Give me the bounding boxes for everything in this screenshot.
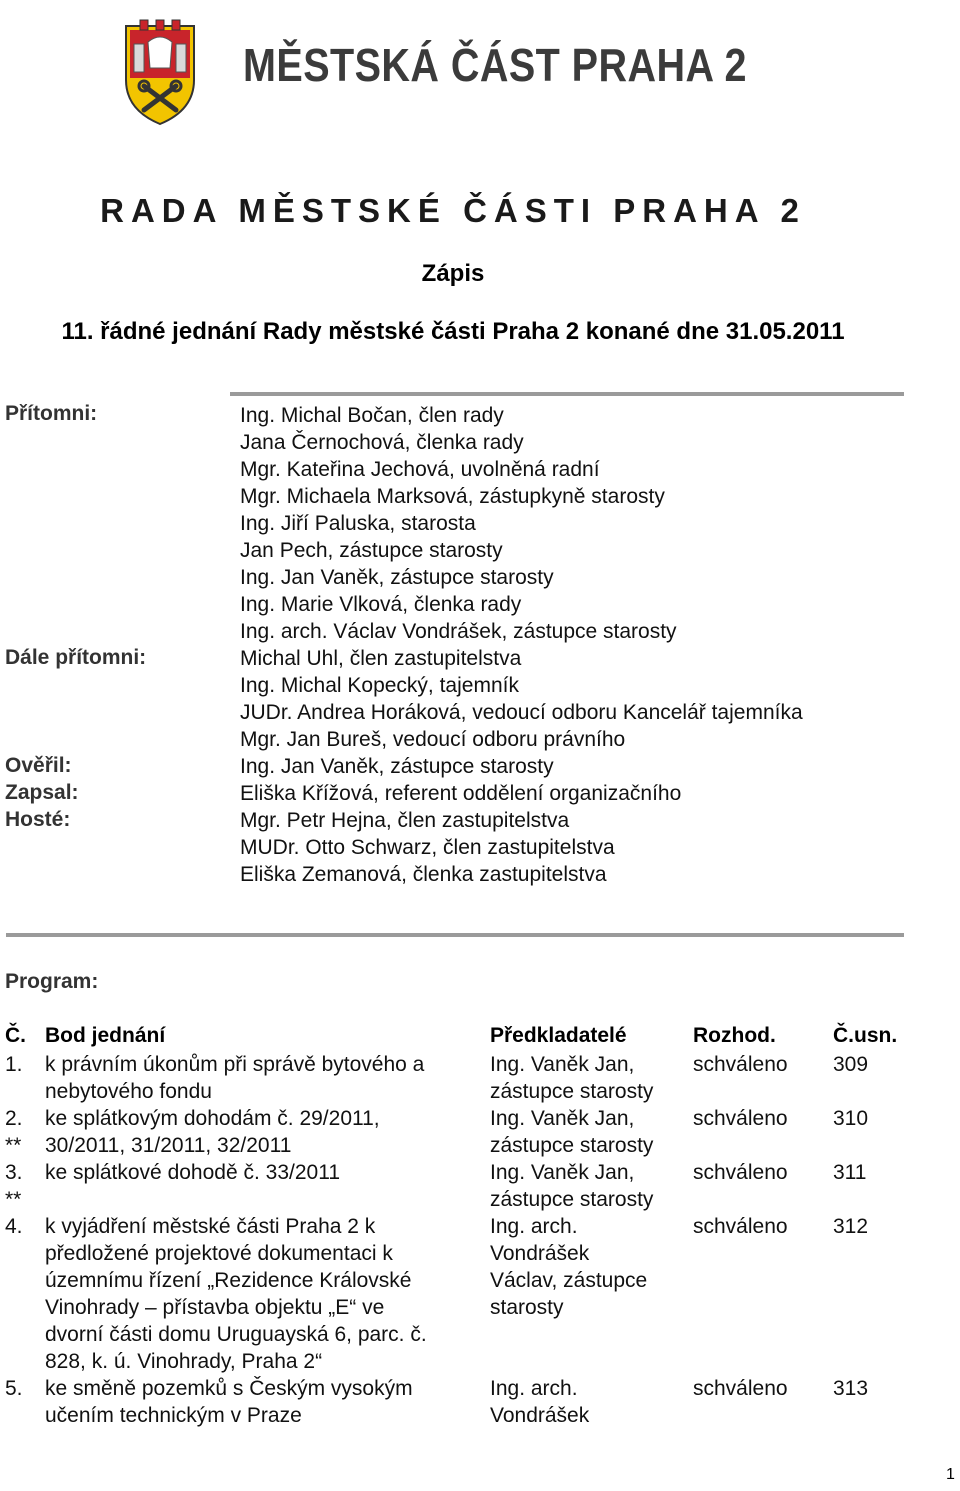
- row-decision: schváleno: [693, 1161, 788, 1184]
- attendee-item: JUDr. Andrea Horáková, vedoucí odboru Kancelář tajemníka: [240, 701, 803, 724]
- brand-wordmark: MĚSTSKÁ ČÁST PRAHA 2: [243, 39, 747, 91]
- row-item: ke směně pozemků s Českým vysokým učením technickým v Praze: [45, 1377, 413, 1427]
- attendee-item: Eliška Zemanová, členka zastupitelstva: [240, 863, 607, 886]
- attendee-item: Eliška Křížová, referent oddělení organizačního: [240, 782, 682, 805]
- col-header-number: Č.: [5, 1024, 26, 1047]
- row-item: k vyjádření městské části Praha 2 k předložené projektové dokumentaci k územnímu řízení „Rezidence Královské Vinohrady – přístavba objektu „E“ ve dvorní části domu Uruguayská 6, parc. č. 828, k. ú. Vinohrady, Praha 2“: [45, 1215, 427, 1373]
- attendee-list: [240, 402, 803, 888]
- attendee-item: Ing. Jan Vaněk, zástupce starosty: [240, 566, 554, 589]
- row-resolution: 313: [833, 1377, 869, 1400]
- label-present: Přítomni:: [5, 402, 98, 425]
- label-recorded: Zapsal:: [5, 781, 79, 804]
- divider-top: [230, 392, 904, 396]
- row-number: 1.: [5, 1053, 23, 1076]
- attendee-item: Michal Uhl, člen zastupitelstva: [240, 647, 522, 670]
- row-decision: schváleno: [693, 1215, 788, 1238]
- row-item: k právním úkonům při správě bytového a nebytového fondu: [45, 1053, 425, 1103]
- attendee-item: Jan Pech, zástupce starosty: [240, 539, 503, 562]
- attendee-item: Jana Černochová, členka rady: [240, 431, 524, 454]
- row-decision: schváleno: [693, 1053, 788, 1076]
- meeting-heading: 11. řádné jednání Rady městské části Praha 2 konané dne 31.05.2011: [61, 318, 845, 345]
- attendee-item: Mgr. Michaela Marksová, zástupkyně starosty: [240, 485, 665, 508]
- row-presenter: Ing. arch. Vondrášek: [490, 1377, 590, 1427]
- divider-program: [6, 933, 904, 937]
- col-header-decision: Rozhod.: [693, 1024, 776, 1047]
- document-title: RADA MĚSTSKÉ ČÁSTI PRAHA 2: [100, 192, 806, 229]
- row-item: ke splátkové dohodě č. 33/2011: [45, 1161, 340, 1184]
- row-item: ke splátkovým dohodám č. 29/2011, 30/2011, 31/2011, 32/2011: [45, 1107, 380, 1157]
- row-presenter: Ing. Vaněk Jan, zástupce starosty: [490, 1053, 654, 1103]
- label-also-present: Dále přítomni:: [5, 646, 147, 669]
- row-number: 2. **: [5, 1107, 23, 1157]
- attendee-item: Ing. Jiří Paluska, starosta: [240, 512, 476, 535]
- attendee-item: Ing. Michal Bočan, člen rady: [240, 404, 504, 427]
- attendee-item: Mgr. Petr Hejna, člen zastupitelstva: [240, 809, 570, 832]
- row-decision: schváleno: [693, 1377, 788, 1400]
- row-resolution: 310: [833, 1107, 869, 1130]
- row-resolution: 311: [833, 1161, 867, 1184]
- program-heading: Program:: [5, 970, 99, 993]
- row-presenter: Ing. Vaněk Jan, zástupce starosty: [490, 1161, 654, 1211]
- col-header-item: Bod jednání: [45, 1024, 166, 1047]
- label-guests: Hosté:: [5, 808, 71, 831]
- row-number: 3. **: [5, 1161, 23, 1211]
- row-resolution: 309: [833, 1053, 869, 1076]
- attendee-item: Ing. Jan Vaněk, zástupce starosty: [240, 755, 554, 778]
- attendee-item: MUDr. Otto Schwarz, člen zastupitelstva: [240, 836, 615, 859]
- attendee-item: Ing. Michal Kopecký, tajemník: [240, 674, 519, 697]
- row-presenter: Ing. Vaněk Jan, zástupce starosty: [490, 1107, 654, 1157]
- row-resolution: 312: [833, 1215, 869, 1238]
- row-decision: schváleno: [693, 1107, 788, 1130]
- attendee-item: Ing. arch. Václav Vondrášek, zástupce starosty: [240, 620, 677, 643]
- row-number: 4.: [5, 1215, 23, 1238]
- attendee-item: Mgr. Jan Bureš, vedoucí odboru právního: [240, 728, 626, 751]
- document-subtitle: Zápis: [421, 260, 485, 287]
- page-number: 1: [946, 1466, 955, 1483]
- col-header-resolution: Č.usn.: [833, 1024, 898, 1047]
- attendee-item: Ing. Marie Vlková, členka rady: [240, 593, 522, 616]
- attendee-item: Mgr. Kateřina Jechová, uvolněná radní: [240, 458, 600, 481]
- col-header-presenter: Předkladatelé: [490, 1024, 627, 1047]
- row-number: 5.: [5, 1377, 23, 1400]
- praha2-coat-of-arms-logo: [120, 18, 200, 126]
- label-verified: Ověřil:: [5, 754, 72, 777]
- row-presenter: Ing. arch. Vondrášek Václav, zástupce starosty: [490, 1215, 648, 1319]
